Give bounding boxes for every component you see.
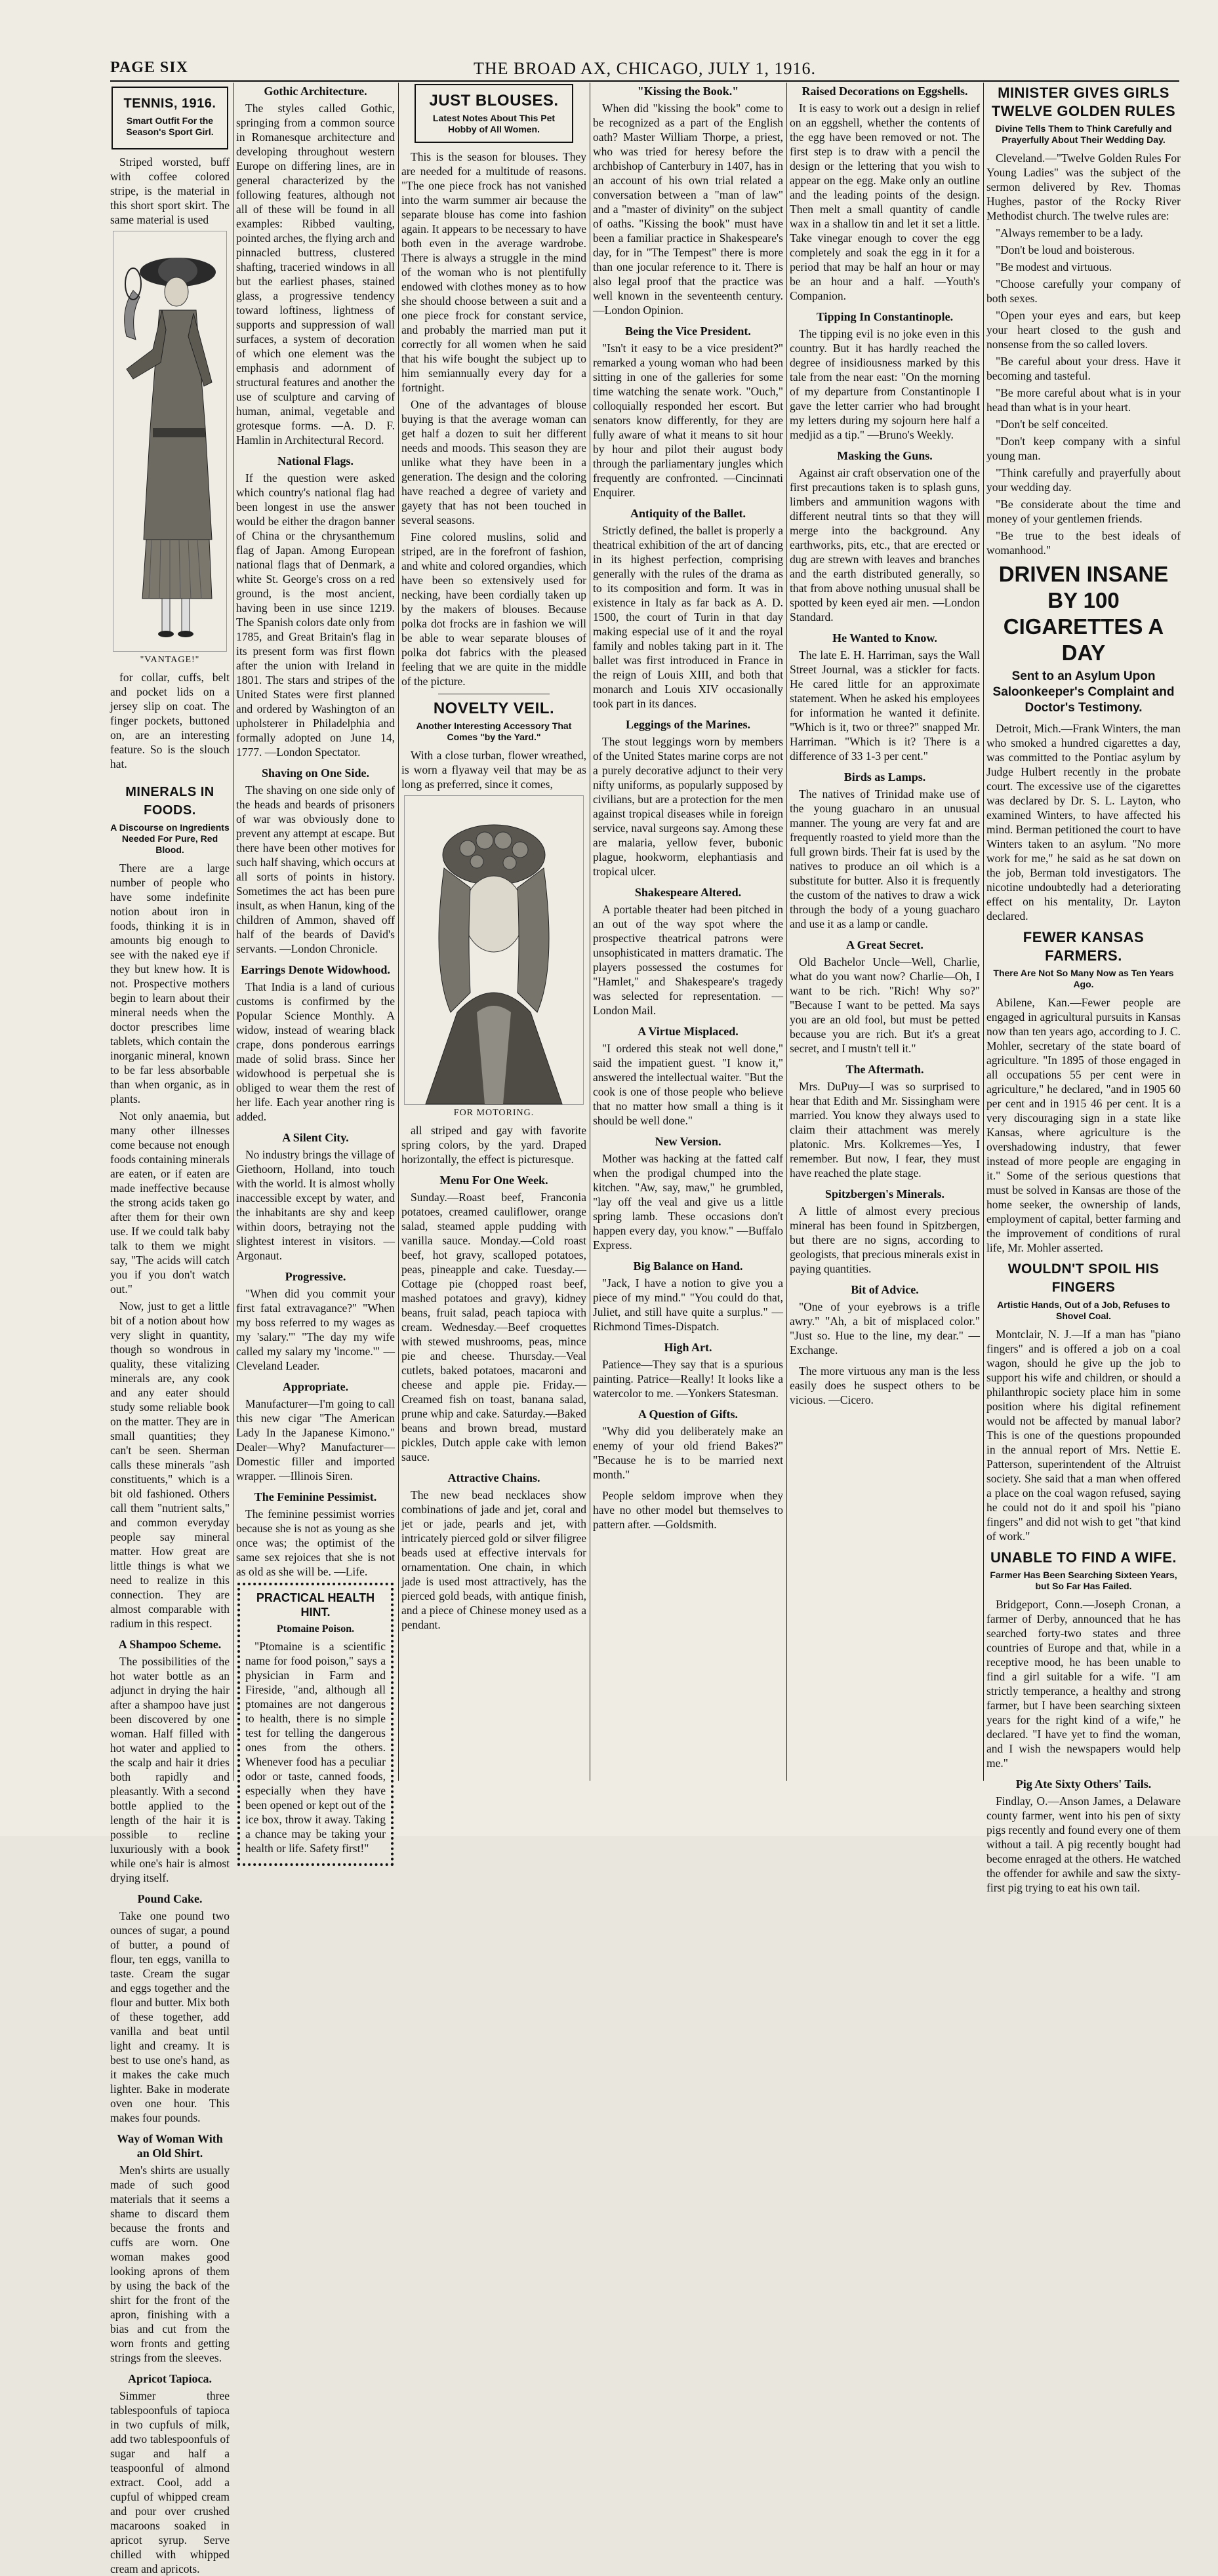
tipping-headline: Tipping In Constantinople. bbox=[816, 310, 954, 323]
high-art-headline: High Art. bbox=[664, 1341, 712, 1354]
ballet-headline: Antiquity of the Ballet. bbox=[630, 507, 746, 520]
shaving-headline: Shaving on One Side. bbox=[261, 766, 370, 780]
leggings-headline: Leggings of the Marines. bbox=[626, 718, 750, 731]
pessimist-text: The feminine pessimist worries because she is not as young as she once was; the optimist of the same sex rejoices that she is not as old as she will be. —Life. bbox=[236, 1507, 395, 1578]
rule-item: "Be more careful about what is in your head than what is in your heart. bbox=[986, 386, 1181, 414]
birds-headline: Birds as Lamps. bbox=[843, 770, 926, 783]
column-rule bbox=[398, 83, 399, 1781]
minerals-paragraph: Not only anaemia, but many other illnesses come because not enough foods containing minerals are eaten, or if eaten are made ineffective because the strong acids taken go after them for their own use. If we could talk baby talk to them we might say, "The acids will catch you if you don't watch out." bbox=[110, 1109, 230, 1296]
appropriate-headline: Appropriate. bbox=[282, 1380, 349, 1393]
harriman-headline: He Wanted to Know. bbox=[832, 631, 937, 644]
vice-president-text: "Isn't it easy to be a vice president?" remarked a young woman who had been sitting in one of the galleries for some time watching the senate work. "Ouch," colloquially responded her escort. But senators know differently, for they are fully aware of what it means to sit hour by hour and pilot their august body through the parliamentary jungles which frequently are confronted. —Cincinnati Enquirer. bbox=[593, 342, 783, 499]
progressive-text: "When did you commit your first fatal extravagance?" "When my boss referred to my wages as my 'salary.'" "The day my wife called my salary my 'income.'" —Cleveland Leader. bbox=[236, 1287, 395, 1372]
kissing-text: When did "kissing the book" come to be recognized as a part of the English oath? Master William Thorpe, a priest, who was tried for heresy before the archbishop of Canterbury in 1407, has in an account of his own trial related a conversation between a "man of law" and a "master of divinity" on the subject of oaths. "Kissing the book" must have been a familiar practice in Shakespeare's day, for in "The Tempest" there is more than one jocular reference to it. There is also legal proof that the practice was well known in the seventeenth century. —London Opinion. bbox=[593, 102, 783, 317]
shakespeare-text: A portable theater had been pitched in an out of the way spot where the prospective theatrical patrons were unsophisticated in matters dramatic. The players possessed the costumes for "Hamlet," and Shakespeare's tragedy was selected for representation. —London Mail. bbox=[593, 903, 783, 1017]
secret-headline: A Great Secret. bbox=[846, 938, 924, 951]
shampoo-headline: A Shampoo Scheme. bbox=[118, 1638, 222, 1651]
blouses-paragraph: One of the advantages of blouse buying is that the average woman can get half a dozen to suit her different needs and moods. This season they are unlike what they have been in a generation. The design and the coloring have reached a degree of variety and gayety that has not been touched in several seasons. bbox=[401, 398, 586, 526]
eggshells-text: It is easy to work out a design in relief on an eggshell, whether the contents of the egg have been removed or not. The first step is to draw with a pencil the design or the lettering that you wish to appear on the egg. Make only an outline and the leading points of the design. Then melt a small quantity of candle wax in a shallow tin and let it set a little. Take vinegar enough to cover the egg completely and soak the egg in it for a period that may be half an hour or may be an hour and a half. —Youth's Companion. bbox=[790, 102, 980, 302]
big-balance-text: "Jack, I have a notion to give you a piece of my mind." "You could do that, Juliet, and still have quite a surplus." —Richmond Times-Dispatch. bbox=[593, 1277, 783, 1333]
goldsmith-quote: People seldom improve when they have no other model but themselves to pattern after. —Goldsmith. bbox=[593, 1489, 783, 1531]
progressive-headline: Progressive. bbox=[285, 1270, 346, 1283]
harriman-text: The late E. H. Harriman, says the Wall Street Journal, was a stickler for facts. He cared little for an approximate statement. When he asked his employees for information he wanted it definite. "Which is it, two or three?" snapped Mr. Harriman. "Which is it? There is a difference of 33 1-3 per cent." bbox=[790, 648, 980, 763]
rule-item: "Don't be self conceited. bbox=[996, 418, 1108, 431]
veil-caption: FOR MOTORING. bbox=[453, 1108, 535, 1118]
shaving-text: The shaving on one side only of the heads and beards of prisoners of war was obviously done to prevent any attempt at escape. But there have been other motives for such half shaving, which occurs at all sorts of points in history. Sometimes the act has been pure insult, as when Hanun, king of the children of Ammon, shaved off half of the beards of David's servants. —London Chronicle. bbox=[236, 783, 395, 955]
masthead bbox=[110, 56, 1179, 82]
tennis-continuation: for collar, cuffs, belt and pocket lids on a jersey slip on coat. The finger pockets, buttoned on, are an interesting feature. So is the slouch hat. bbox=[110, 671, 230, 770]
fingers-text: Montclair, N. J.—If a man has "piano fingers" and is offered a job on a coal wagon, should he give up the job to support his wife and children, or should a philanthropic society place him in some position where his digital refinement would not be affected by manual labor? This is one of the questions propounded in the annual report of Mrs. Nettie E. Patterson, superintendent of the Altruist society. She said that a man when offered a place on the coal wagon refused, saying he could not do it and spoil his "piano fingers" and did not wish to get "that kind of work." bbox=[986, 1328, 1181, 1543]
secret-text: Old Bachelor Uncle—Well, Charlie, what do you want now? Charlie—Oh, I want to be rich. "Rich! Why so?" "Because I want to be petted. Ma says you are an old fool, but must be petted because you are rich. But it's a great secret, and I mustn't tell it." bbox=[790, 955, 980, 1055]
blouses-title: JUST BLOUSES. bbox=[429, 92, 559, 109]
rule-item: "Be considerate about the time and money of your gentlemen friends. bbox=[986, 498, 1181, 525]
blouses-paragraph: This is the season for blouses. They are needed for a multitude of reasons. "The one piece frock has not vanished into the warm summer air because the separate blouse has come into fashion again. It appears to be necessary to have both even in the average wardrobe. There is always a struggle in the mind of the woman who is not plentifully endowed with clothes money as to how she should choose between a suit and a one piece frock for constant service, and probably the married man put it correctly for all women when he said that his wife bought the subject up to him semiannually every day for a fortnight. bbox=[401, 150, 586, 394]
kissing-headline: "Kissing the Book." bbox=[637, 85, 739, 98]
chains-headline: Attractive Chains. bbox=[447, 1471, 540, 1484]
eggshells-headline: Raised Decorations on Eggshells. bbox=[802, 85, 968, 98]
column-2 bbox=[236, 83, 395, 1855]
cake-headline: Pound Cake. bbox=[137, 1892, 203, 1905]
vice-president-headline: Being the Vice President. bbox=[625, 325, 751, 338]
wife-subhead: Farmer Has Been Searching Sixteen Years, but So Far Has Failed. bbox=[990, 1570, 1177, 1591]
blouses-paragraph: Fine colored muslins, solid and striped, are in the forefront of fashion, and white and colored organdies, which have been so extensively used for necking, have been cordially taken up by the makers of blouses. Because polka dot frocks are in fashion we will be able to wear separate blouses of polka dot fabrics with the pleased feeling that we are quite in the middle of the picture. bbox=[401, 530, 586, 688]
spitzbergen-text: A little of almost every precious mineral has been found in Spitzbergen, but there are no signs, according to geologists, that precious minerals exist in paying quantities. bbox=[790, 1204, 980, 1275]
rule-item: "Don't be loud and boisterous. bbox=[996, 243, 1135, 256]
new-version-headline: New Version. bbox=[655, 1135, 721, 1148]
menu-headline: Menu For One Week. bbox=[439, 1174, 548, 1187]
gifts-headline: A Question of Gifts. bbox=[638, 1408, 738, 1421]
rule-item: "Be careful about your dress. Have it becoming and tasteful. bbox=[986, 355, 1181, 382]
pessimist-headline: The Feminine Pessimist. bbox=[254, 1490, 377, 1503]
column-1 bbox=[110, 83, 230, 2575]
veil-illustration bbox=[404, 795, 584, 1105]
tapioca-headline: Apricot Tapioca. bbox=[127, 2372, 212, 2385]
aftermath-text: Mrs. DuPuy—I was so surprised to hear that Edith and Mr. Sissingham were married. You know they always used to claim their attachment was merely platonic. Mrs. Kolkremes—Yes, I remember. But now, I fear, they must have reached the plate stage. bbox=[790, 1080, 980, 1179]
health-subhead: Ptomaine Poison. bbox=[276, 1623, 355, 1635]
rule-item: "Don't keep company with a sinful young man. bbox=[986, 435, 1181, 462]
guns-text: Against air craft observation one of the first precautions taken is to splash guns, limbers and ammunition wagons with different neutral tints so that they will merge into the background. Any earthworks, pits, etc., that are erected or dug are strewn with leaves and branches and the earth distributed generally, so that from above nothing unusual shall be spotted by keen eyed air men. —London Standard. bbox=[790, 466, 980, 624]
blouses-header-box bbox=[415, 84, 573, 143]
high-art-text: Patience—They say that is a spurious painting. Patrice—Really! It looks like a watercolor to me. —Yonkers Statesman. bbox=[593, 1358, 783, 1400]
tennis-subtitle: Smart Outfit For the Season's Sport Girl. bbox=[126, 115, 214, 137]
minister-subhead: Divine Tells Them to Think Carefully and Prayerfully About Their Wedding Day. bbox=[995, 123, 1172, 145]
veil-subhead: Another Interesting Accessory That Comes "by the Yard." bbox=[416, 721, 572, 742]
virtue-text: "I ordered this steak not well done," said the impatient guest. "I know it," answered the intellectual waiter. "But the cook is one of those people who believe that no matter how small a thing is it should be well done." bbox=[593, 1042, 783, 1127]
shakespeare-headline: Shakespeare Altered. bbox=[634, 886, 742, 899]
tennis-header-box bbox=[112, 87, 228, 149]
aftermath-headline: The Aftermath. bbox=[845, 1063, 924, 1076]
appropriate-text: Manufacturer—I'm going to call this new cigar "The American Lady In the Japanese Kimono." Dealer—Why? Manufacturer—Domestic filler and imported wrapper. —Illinois Siren. bbox=[236, 1397, 395, 1482]
flags-headline: National Flags. bbox=[277, 454, 354, 467]
advice-text: "One of your eyebrows is a trifle awry." "Ah, a bit of misplaced color." "Just so. Hue to the line, my dear." —Exchange. bbox=[790, 1300, 980, 1357]
minerals-paragraph: There are a large number of people who have some indefinite notion about iron in foods, thinking it is in amounts big enough to see with the naked eye if they but knew how. It is not. Prospective mothers begin to learn about their mineral needs when the doctor prescribes lime tablets, which contain the inorganic mineral, known to be far less absorbable than when organic, as in plants. bbox=[110, 862, 230, 1105]
earrings-text: That India is a land of curious customs is confirmed by the Popular Science Monthly. A widow, instead of wearing black crape, dons ponderous earrings made of solid brass. Since her widowhood is perpetual she is obliged to wear them the rest of her life. Each year another ring is added. bbox=[236, 980, 395, 1123]
wife-text: Bridgeport, Conn.—Joseph Cronan, a farmer of Derby, announced that he has searched forty-two states and three countries of Europe and that, while in a receptive mood, he has been unable to find a girl suitable for a wife. "I am strictly temperance, a healthy and strong farmer, but I have been searching sixteen years for the right kind of a wife," he declared. "I have yet to find the woman, and I wish the newspapers would help me." bbox=[986, 1598, 1181, 1770]
cigarettes-subhead: Sent to an Asylum Upon Saloonkeeper's Complaint and Doctor's Testimony. bbox=[992, 669, 1175, 715]
health-headline: PRACTICAL HEALTH HINT. bbox=[256, 1591, 375, 1619]
rule-item: "Always remember to be a lady. bbox=[996, 226, 1143, 239]
guns-headline: Masking the Guns. bbox=[837, 449, 933, 462]
rule-item: "Open your eyes and ears, but keep your heart closed to the gush and nonsense from the so called lovers. bbox=[986, 309, 1181, 351]
column-6 bbox=[986, 83, 1181, 1894]
gothic-text: The styles called Gothic, springing from a common source in Romanesque architecture and developing throughout western Europe on differing lines, are in general characterized by the following features, although not all of these will be found in all examples: Ribbed vaulting, pointed arches, the flying arch and pinnacled buttress, clustered shafting, traceried windows in all but the earliest phases, stained glass, a progressive tendency toward loftiness, lightness of supports and suppression of wall surfaces, a system of decoration of which one element was the emphasis and adornment of structural features and another the use of sculpture and carving of human, animal, vegetable and grotesque forms. —A. D. F. Hamlin in Architectural Record. bbox=[236, 102, 395, 446]
spitzbergen-headline: Spitzbergen's Minerals. bbox=[825, 1187, 944, 1200]
ballet-text: Strictly defined, the ballet is properly a theatrical exhibition of the art of dancing in its highest perfection, comprising generally with the rules of the drama as to its composition and form. It was in existence in Italy as far back as A. D. 1500, the court of Turin in that day making especial use of it and the royal family and nobles taking part in it. The ballet was first introduced in France in the reign of Louis XIII, and both that monarch and Louis XIV occasionally took part in its dances. bbox=[593, 524, 783, 710]
advice-headline: Bit of Advice. bbox=[851, 1283, 919, 1296]
birds-text: The natives of Trinidad make use of the young guacharo in an unusual manner. The young are very fat and are frequently roasted to yield more than the full grown birds. Their fat is used by the natives to produce an oil which is a substitute for butter. Also it is frequently the custom of the natives to draw a wick through the body of a young guacharo and use it as a lamp or candle. bbox=[790, 787, 980, 930]
veil-text: With a close turban, flower wreathed, is worn a flyaway veil that may be as long as preferred, since it comes, bbox=[401, 749, 586, 791]
silent-city-headline: A Silent City. bbox=[282, 1131, 349, 1144]
shirt-text: Men's shirts are usually made of such good materials that it seems a shame to discard them because the fronts and cuffs are worn. One woman makes good looking aprons of them by using the back of the shirt for the front of the apron, finishing with a bias and cut from the worn fronts and getting strings from the sleeves. bbox=[110, 2164, 230, 2364]
page-number: PAGE SIX bbox=[110, 59, 188, 76]
wife-headline: UNABLE TO FIND A WIFE. bbox=[990, 1549, 1177, 1566]
new-version-text: Mother was hacking at the fatted calf when the prodigal chumped into the kitchen. "Aw, say, maw," he grumbled, "lay off the veal and give us a little spring lamb. These occasions don't happen every day, you know." —Buffalo Express. bbox=[593, 1152, 783, 1252]
column-rule bbox=[786, 83, 787, 1781]
blouses-subtitle: Latest Notes About This Pet Hobby of All Women. bbox=[432, 113, 556, 134]
health-text: "Ptomaine is a scientific name for food poison," says a physician in Farm and Fireside, "and, although all ptomaines are not dangerous to health, there is no simple test for telling the dangerous ones from the others. Whenever food has a peculiar odor or taste, canned foods, especially when they have been opened or kept out of the ice box, throw it away. Taking a chance may be taking your health or life. Safety first!" bbox=[245, 1640, 386, 1855]
fingers-subhead: Artistic Hands, Out of a Job, Refuses to Shovel Coal. bbox=[997, 1299, 1170, 1321]
tennis-intro: Striped worsted, buff with coffee colored stripe, is the material in this short sport skirt. The same material is used bbox=[110, 155, 230, 226]
cigarettes-headline: DRIVEN INSANE BY 100 CIGARETTES A DAY bbox=[998, 562, 1169, 665]
earrings-headline: Earrings Denote Widowhood. bbox=[241, 963, 390, 976]
silent-city-text: No industry brings the village of Giethoorn, Holland, into touch with the world. It is almost wholly inaccessible except by water, and the inhabitants are shy and keep within doors, betraying not the slightest interest in visitors. —Argonaut. bbox=[236, 1148, 395, 1262]
tapioca-text: Simmer three tablespoonfuls of tapioca in two cupfuls of milk, add two tablespoonfuls of sugar and half a teaspoonful of almond extract. Cool, add a cupful of whipped cream and pour over crushed macaroons soaked in apricot syrup. Serve chilled with whipped cream and apricots. bbox=[110, 2389, 230, 2575]
cicero-quote: The more virtuous any man is the less easily does he suspect others to be vicious. —Cicero. bbox=[790, 1364, 980, 1406]
minerals-paragraph: Now, just to get a little bit of a notion about how very slight in quantity, though so wondrous in quality, these vitalizing minerals are, any cook and any eater should study some reliable book on the matter. They are in small quantities; they can't be seen. Sherman calls these minerals "ash constituents," which is a bit old fashioned. Others call them "nutrient salts," and common everyday people say mineral matter. How great are little things is what we need to realize in this connection. They are almost comparable with radium in this respect. bbox=[110, 1299, 230, 1630]
column-4 bbox=[593, 83, 783, 1781]
menu-text: Sunday.—Roast beef, Franconia potatoes, creamed cauliflower, orange salad, steamed apple pudding with vanilla sauce. Monday.—Cold roast beef, hot gravy, scalloped potatoes, peas, pineapple and cake. Tuesday.—Cottage pie (chopped roast beef, mashed potatoes and gravy), kidney beans, fruit salad, peach tapioca with cream. Wednesday.—Beef croquettes with stewed mushrooms, peas, mince pie and cheese. Thursday.—Veal cutlets, baked potatoes, macaroni and cheese and apple pie. Friday.—Creamed fish on toast, banana salad, prune whip and cake. Saturday.—Baked beans and brown bread, mustard pickles, Dutch apple cake with lemon sauce. bbox=[401, 1191, 586, 1463]
gothic-headline: Gothic Architecture. bbox=[264, 85, 367, 98]
tennis-illustration bbox=[113, 231, 227, 652]
tennis-title: TENNIS, 1916. bbox=[123, 96, 216, 111]
rule-item: "Think carefully and prayerfully about your wedding day. bbox=[986, 466, 1181, 494]
veil-headline: NOVELTY VEIL. bbox=[433, 700, 555, 717]
pig-headline: Pig Ate Sixty Others' Tails. bbox=[1015, 1777, 1152, 1791]
kansas-text: Abilene, Kan.—Fewer people are engaged in agricultural pursuits in Kansas now than ten years ago, according to J. C. Mohler, secretary of the state board of agriculture. "In 1895 of those engaged in all occupations 55 per cent were in agriculture," he declared, "and in 1905 60 per cent and in 1915 46 per cent. It is a very discouraging sign in a state like Kansas, where agriculture is the overshadowing industry, that fewer instead of more people are engaging in it." Some of the serious questions that must be solved in Kansas are those of the home seeker, the ownership of lands, employment of capital, better farming and the improvement of conditions of rural life, Mr. Mohler asserted. bbox=[986, 996, 1181, 1254]
shirt-headline: Way of Woman With an Old Shirt. bbox=[117, 2132, 223, 2160]
virtue-headline: A Virtue Misplaced. bbox=[638, 1025, 739, 1038]
column-rule bbox=[983, 83, 984, 1781]
leggings-text: The stout leggings worn by members of the United States marine corps are not a purely decorative adjunct to their very nifty uniforms, as popularly supposed by civilians, but are a protection for the men against tropical diseases while in foreign service, naval surgeons say. Among these are malaria, yellow fever, bubonic plague, hookworm, elephantiasis and tropical ulcer. bbox=[593, 735, 783, 878]
tipping-text: The tipping evil is no joke even in this country. But it has hardly reached the degree of insidiousness marked by this tale from the near east: "On the morning of my departure from Constantinople I gave the letter carrier who had brought my letters during my sojourn here half a medjid as a tip." —Bruno's Weekly. bbox=[790, 327, 980, 441]
rule-item: "Be true to the best ideals of womanhood." bbox=[986, 529, 1181, 557]
fingers-headline: WOULDN'T SPOIL HIS FINGERS bbox=[1007, 1261, 1160, 1295]
shampoo-text: The possibilities of the hot water bottle as an adjunct in drying the hair after a shampoo have just been discovered by one woman. Half filled with hot water and applied to the scalp and hair it dries both rapidly and pleasantly. With a second bottle applied to the length of the hair it is possible to recline luxuriously with a book while one's hair is almost drying itself. bbox=[110, 1655, 230, 1884]
chains-text: The new bead necklaces show combinations of jade and jet, coral and jet or jade, pearls and jet, with intricately pierced gold or silver filigree beads used at effective intervals for ornamentation. One chain, in which jade is used most attractively, has the pierced gold beads, with antique finish, and a piece of Chinese money used as a pendant. bbox=[401, 1488, 586, 1631]
big-balance-headline: Big Balance on Hand. bbox=[633, 1259, 743, 1273]
motoring-veil-image bbox=[405, 796, 583, 1104]
veil-continuation: all striped and gay with favorite spring colors, by the yard. Draped horizontally, the effect is picturesque. bbox=[401, 1124, 586, 1166]
kansas-subhead: There Are Not So Many Now as Ten Years Ago. bbox=[993, 968, 1174, 989]
newspaper-title: THE BROAD AX, CHICAGO, JULY 1, 1916. bbox=[473, 59, 817, 78]
health-hint-box bbox=[237, 1583, 394, 1866]
pig-text: Findlay, O.—Anson James, a Delaware county farmer, went into his pen of sixty pigs recently and found every one of them without a tail. A pig recently bought had become enraged at the others. He watched the offender for awhile and saw the sixty-first pig trying to eat his own tail. bbox=[986, 1794, 1181, 1894]
rule-item: "Be modest and virtuous. bbox=[996, 260, 1112, 273]
flags-text: If the question were asked which country's national flag had been longest in use the answer would be either the dragon banner of China or the chrysanthemum flag of Japan. Among European national flags that of Denmark, a white St. George's cross on a red ground, is the most ancient, having been in use since 1219. The Spanish colors date only from 1785, and Great Britain's flag in its present form was first flown after the union with Ireland in 1801. The stars and stripes of the United States were first planned and ordered by Washington of an upholsterer in Philadelphia and formally adopted on June 14, 1777. —London Spectator. bbox=[236, 471, 395, 759]
rule-item: "Choose carefully your company of both sexes. bbox=[986, 277, 1181, 305]
column-3 bbox=[401, 83, 586, 1781]
column-5 bbox=[790, 83, 980, 1781]
gifts-text: "Why did you deliberately make an enemy of your old friend Bakes?" "Because he is to be married next month." bbox=[593, 1425, 783, 1481]
cigarettes-text: Detroit, Mich.—Frank Winters, the man who smoked a hundred cigarettes a day, was committed to the Pontiac asylum by Judge Hulbert recently in the probate court. The excessive use of the cigarettes was declared by Dr. S. L. Layton, who examined Winters, to have affected his mind. Berman petitioned the court to have Winters taken to an asylum. "No more work for me," he said as he sat down on the job, Berman told investigators. The nicotine undoubtedly had a deteriorating effect on his mentality, Dr. Layton declared. bbox=[986, 722, 1181, 922]
tennis-girl-image bbox=[113, 231, 228, 651]
minerals-headline: MINERALS IN FOODS. bbox=[125, 785, 214, 818]
cake-text: Take one pound two ounces of sugar, a pound of butter, a pound of flour, ten eggs, vanilla to taste. Cream the sugar and eggs together and the flour and butter. Mix both of these together, add vanilla and beat until light and creamy. It is best to use one's hand, as it makes the cake much lighter. Bake in moderate oven one hour. This makes four pounds. bbox=[110, 1909, 230, 2124]
minister-intro: Cleveland.—"Twelve Golden Rules For Young Ladies" was the subject of the sermon delivered by Rev. Thomas Hughes, pastor of the Rocky River Methodist church. The twelve rules are: bbox=[986, 151, 1181, 222]
kansas-headline: FEWER KANSAS FARMERS. bbox=[1023, 929, 1145, 964]
tennis-caption: "VANTAGE!" bbox=[140, 655, 200, 665]
minister-headline: MINISTER GIVES GIRLS TWELVE GOLDEN RULES bbox=[991, 85, 1176, 119]
minerals-subhead: A Discourse on Ingredients Needed For Pure, Red Blood. bbox=[110, 822, 230, 855]
